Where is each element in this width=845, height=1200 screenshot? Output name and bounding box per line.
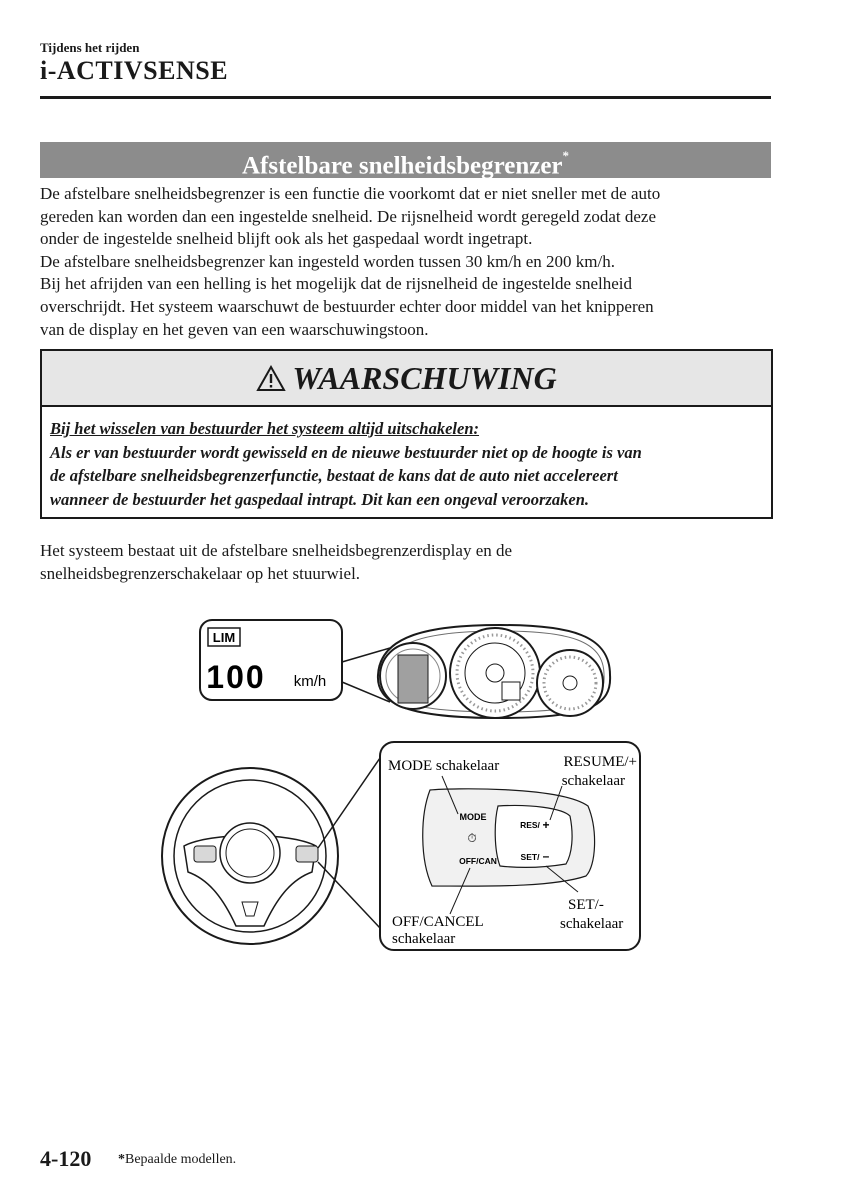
section-label: Tijdens het rijden (40, 40, 140, 55)
mode-switch-callout: MODE schakelaar (388, 758, 500, 774)
speed-limiter-figure (150, 610, 650, 955)
offcancel-switch-callout: schakelaar (392, 931, 456, 947)
intro-line: gereden kan worden dan een ingestelde snelheid. De rijsnelheid wordt geregeld zodat deze (40, 206, 657, 226)
chapter-divider (40, 96, 771, 99)
plus-icon: + (542, 818, 550, 832)
page-number: 4-120 (40, 1146, 92, 1171)
footnote-text: Bepaalde modellen. (125, 1152, 237, 1167)
warning-line: Als er van bestuurder wordt gewisseld en de nieuwe bestuurder niet op de hoogte is van (50, 442, 642, 462)
set-speed-value: 100 (206, 659, 266, 695)
section-title-footnote-mark: * (562, 148, 570, 163)
footnote-mark: * (118, 1152, 125, 1167)
warning-box (40, 349, 773, 519)
intro-line: overschrijdt. Het systeem waarschuwt de bestuurder echter door middel van het knipperen (40, 296, 654, 316)
intro-line: onder de ingestelde snelheid blijft ook als het gaspedaal wordt ingetrapt. (40, 229, 533, 249)
steering-wheel (162, 768, 338, 944)
offcancel-switch-callout: OFF/CANCEL (392, 914, 484, 930)
section-title: Afstelbare snelheidsbegrenzer (241, 152, 563, 180)
intro-line: van de display en het geven van een waarschuwingstoon. (40, 319, 429, 339)
chapter-title: i-ACTIVSENSE (40, 56, 229, 85)
footnote (118, 1152, 236, 1168)
limiter-display-callout (200, 620, 342, 700)
system-line: snelheidsbegrenzerschakelaar op het stuurwiel. (40, 563, 361, 583)
set-switch-callout: SET/- (568, 897, 604, 913)
warning-heading: Bij het wisselen van bestuurder het systeem altijd uitschakelen: (50, 419, 480, 438)
limiter-display-area (398, 655, 428, 703)
system-paragraph (40, 540, 785, 585)
callout-pointer-line (318, 758, 380, 848)
intro-line: De afstelbare snelheidsbegrenzer is een functie die voorkomt dat er niet sneller met de auto (40, 184, 661, 203)
warning-line: wanneer de bestuurder het gaspedaal intrapt. Dit kan een ongeval veroorzaken. (50, 489, 590, 509)
set-switch-callout: schakelaar (560, 916, 624, 932)
resume-switch-callout: schakelaar (561, 773, 625, 789)
warning-title: WAARSCHUWING (292, 360, 557, 396)
intro-line: Bij het afrijden van een helling is het mogelijk dat de rijsnelheid de ingestelde snelheid (40, 274, 633, 294)
speed-limiter-icon: ⏱ (467, 831, 477, 845)
intro-paragraph (40, 183, 785, 341)
res-button-label: RES/ (520, 820, 540, 830)
warning-triangle-icon (256, 365, 286, 392)
system-line: Het systeem bestaat uit de afstelbare snelheidsbegrenzerdisplay en de (40, 541, 513, 560)
lim-indicator-label: LIM (212, 630, 236, 645)
minus-icon: – (542, 849, 550, 863)
warning-body (42, 407, 771, 511)
warning-line: de afstelbare snelheidsbegrenzerfunctie, bestaat de kans dat de auto niet accelereert (50, 466, 618, 485)
instrument-cluster (378, 625, 610, 718)
steering-switch-cluster (296, 846, 318, 862)
section-title-bar (40, 142, 771, 178)
mode-button-label: MODE (459, 812, 487, 822)
speed-unit-label: km/h (293, 673, 327, 690)
intro-line: De afstelbare snelheidsbegrenzer kan ingesteld worden tussen 30 km/h en 200 km/h. (40, 251, 616, 271)
switch-detail-callout (380, 742, 640, 950)
warning-header (42, 351, 771, 407)
set-button-label: SET/ (520, 852, 540, 862)
offcan-button-label: OFF/CAN (459, 856, 497, 866)
resume-switch-callout: RESUME/+ (563, 754, 637, 770)
